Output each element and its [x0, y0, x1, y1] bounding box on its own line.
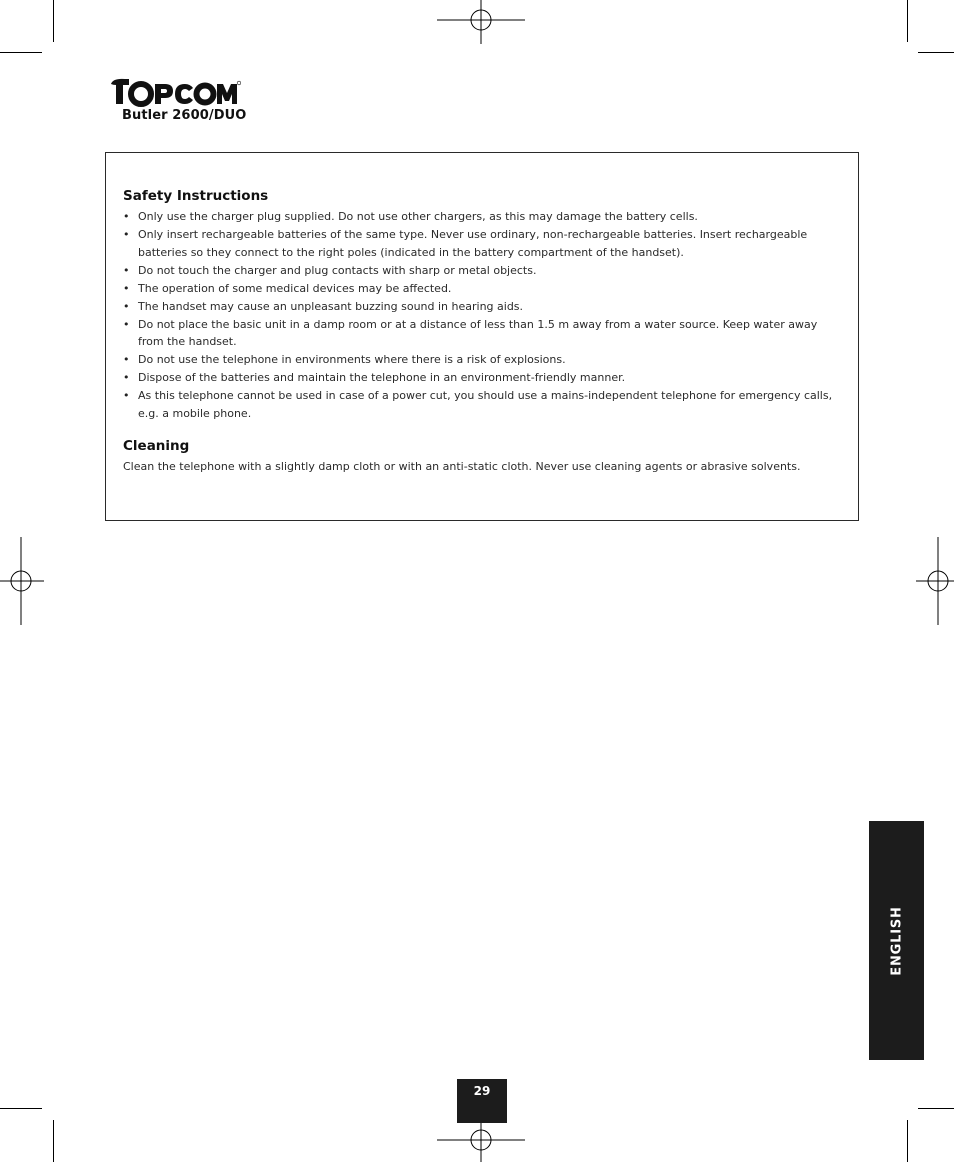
crop-mark: [907, 1120, 908, 1162]
cleaning-title: Cleaning: [123, 438, 190, 454]
page-number: 29: [473, 1084, 491, 1098]
list-item: • Do not place the basic unit in a damp room or at a distance of less than 1.5 m away from a water source. Keep water away from the handset.: [123, 316, 835, 351]
registration-mark-icon: [916, 537, 954, 625]
list-item: • Do not touch the charger and plug contacts with sharp or metal objects.: [123, 262, 835, 280]
safety-title: Safety Instructions: [123, 188, 269, 204]
safety-list: [123, 208, 835, 423]
list-item: • The handset may cause an unpleasant buzzing sound in hearing aids.: [123, 298, 835, 316]
page-number-box: [457, 1079, 507, 1123]
cleaning-text: Clean the telephone with a slightly damp cloth or with an anti-static cloth. Never use cleaning agents or abrasive solvents.: [123, 460, 801, 473]
registration-mark-icon: [437, 0, 525, 44]
language-label: ENGLISH: [889, 905, 904, 976]
list-item: • Do not use the telephone in environments where there is a risk of explosions.: [123, 351, 835, 369]
list-item: • The operation of some medical devices may be affected.: [123, 280, 835, 298]
crop-mark: [0, 52, 42, 53]
crop-mark: [53, 0, 54, 42]
language-tab: [869, 821, 924, 1060]
model-name: Butler 2600/DUO: [122, 108, 247, 123]
list-item: • Dispose of the batteries and maintain the telephone in an environment-friendly manner.: [123, 369, 835, 387]
list-item: • As this telephone cannot be used in case of a power cut, you should use a mains-independent telephone for emergency calls, e.g. a mobile phone.: [123, 387, 835, 422]
registration-mark-icon: [0, 537, 44, 625]
crop-mark: [53, 1120, 54, 1162]
topcom-logo: [109, 76, 241, 108]
crop-mark: [907, 0, 908, 42]
registration-mark-icon: [437, 1120, 525, 1162]
safety-box: [105, 152, 859, 521]
crop-mark: [0, 1108, 42, 1109]
list-item: • Only insert rechargeable batteries of the same type. Never use ordinary, non-rechargeable batteries. Insert rechargeable batteries so they connect to the right poles (indicated in the battery compartment of the handset).: [123, 226, 835, 261]
crop-mark: [918, 52, 954, 53]
crop-mark: [918, 1108, 954, 1109]
list-item: • Only use the charger plug supplied. Do not use other chargers, as this may damage the battery cells.: [123, 208, 835, 226]
